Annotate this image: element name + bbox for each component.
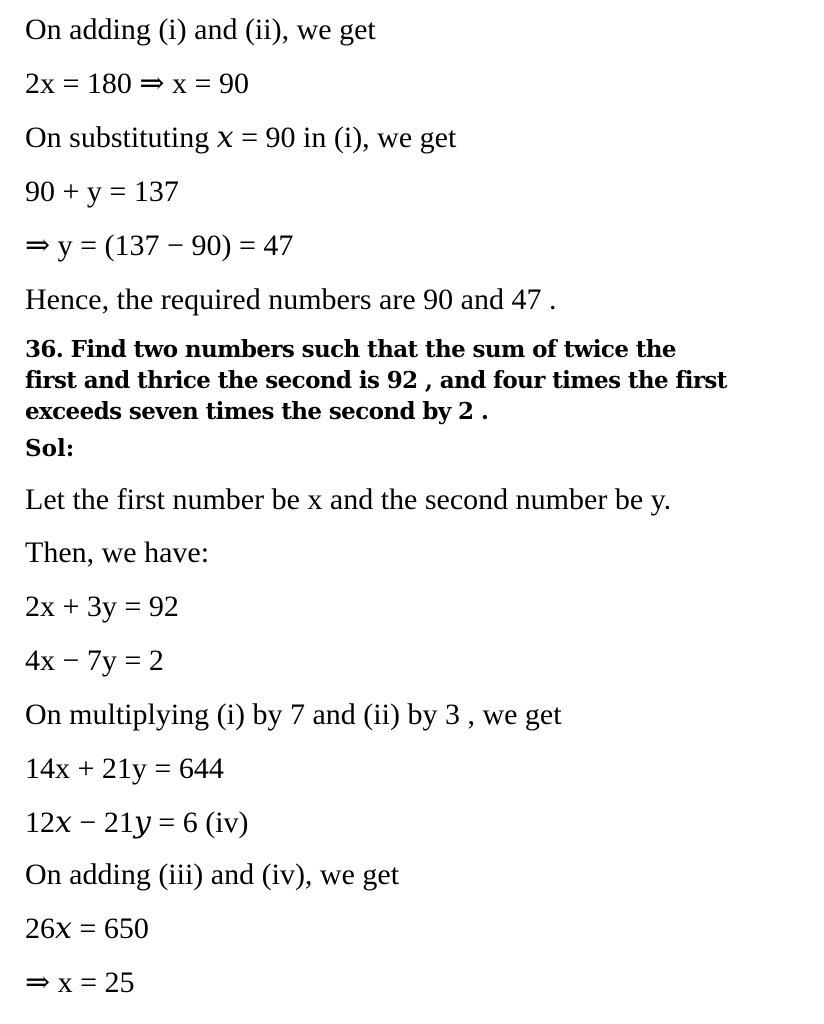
solution-text-line: Then, we have: [25,536,210,569]
solution-text-line: On multiplying (i) by 7 and (ii) by 3 , we get [25,698,562,731]
answer-line: Hence, the required numbers are 90 and 47 . [25,283,557,316]
equation-line: ⇒ y = (137 − 90) = 47 [25,229,294,262]
equation-line: ⇒ x = 25 [25,966,135,999]
equation-line: 12𝑥 − 21𝑦 = 6 (iv) [25,806,249,839]
equation-line: 2x = 180 ⇒ x = 90 [25,67,249,100]
question-line: exceeds seven times the second by 2 . [25,398,489,425]
solution-text-line: Let the first number be x and the second number be y. [25,483,672,516]
equation-line: 14x + 21y = 644 [25,752,224,785]
question-36 [25,334,815,427]
equation-line: 26𝑥 = 650 [25,912,149,945]
question-line: first and thrice the second is 92 , and four times the first [25,367,727,394]
question-line: 36. Find two numbers such that the sum of twice the [25,336,676,363]
equation-line: 2x + 3y = 92 [25,590,179,623]
sol-label: Sol: [25,435,75,462]
solution-text-line: On substituting 𝑥 = 90 in (i), we get [25,121,457,154]
equation-line: 90 + y = 137 [25,175,179,208]
solution-text-line: On adding (iii) and (iv), we get [25,858,400,891]
equation-line: 4x − 7y = 2 [25,644,164,677]
solution-text-line: On adding (i) and (ii), we get [25,13,376,46]
